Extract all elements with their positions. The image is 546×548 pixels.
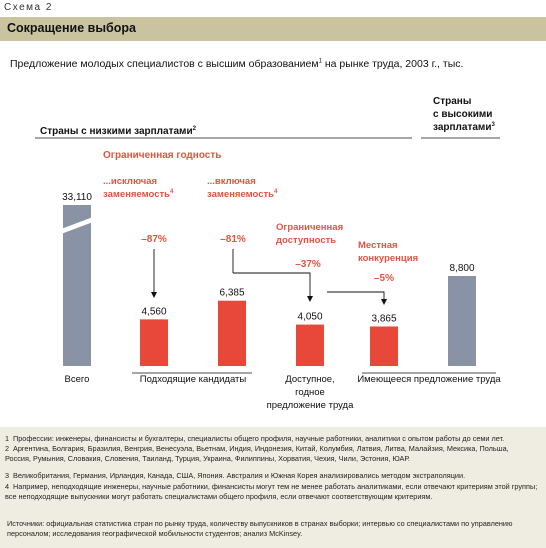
annotation-limited-suitability: Ограниченная годность	[103, 150, 222, 161]
pct-including: –81%	[220, 234, 246, 245]
footnote-text: Великобритания, Германия, Ирландия, Канада, США, Япония. Австралия и Южная Корея анализировались методом экстраполяции.	[13, 471, 466, 480]
bar-available	[296, 325, 324, 366]
bar-existing	[370, 326, 398, 366]
footnotes-panel	[0, 427, 546, 548]
footnote-mark: 4	[5, 482, 10, 491]
annotation-access-2: доступность	[276, 235, 337, 246]
footnote-mark: 1	[5, 434, 10, 443]
value-label-existing: 3,865	[371, 313, 397, 325]
value-label-high-wage: 8,800	[449, 263, 475, 274]
value-label-total: 33,110	[62, 192, 92, 203]
pct-local: –5%	[373, 273, 395, 284]
footnote-3	[5, 471, 540, 481]
arrow-local	[327, 292, 384, 299]
annotation-excluding-2: заменяемость$^4$	[103, 189, 174, 200]
footnote-4	[5, 482, 540, 501]
footnote-text: Например, неподходящие инженеры, научные работники, финансисты могут тем не менее работать аналитиками, если отвечают критериям этой группы; все неподходящие выпускники могут работать специалистами общего профиля, если отвечают соответствующим критериям.	[5, 482, 538, 501]
xlabel-suitable: Подходящие кандидаты	[139, 374, 247, 385]
chart	[0, 80, 546, 420]
xlabel-existing: Имеющееся предложение труда	[357, 374, 501, 385]
group-high-label-2: с высокими	[433, 109, 493, 120]
arrowhead-excluding	[151, 292, 157, 298]
connector-arrows	[154, 249, 384, 299]
group-high-label-3: зарплатами$^3$	[433, 122, 495, 133]
footnote-2	[5, 444, 540, 463]
annotation-excluding-1: ...исключая	[103, 176, 158, 187]
footnote-mark: 2	[5, 444, 10, 453]
arrow-access	[233, 273, 310, 296]
subtitle-footnote-mark: 1	[318, 58, 322, 65]
bar-suitable-excl	[140, 319, 168, 366]
arrowhead-access	[307, 296, 313, 302]
chart-title: Сокращение выбора	[7, 21, 136, 35]
footnote-mark: 3	[5, 471, 10, 480]
sources-text: Источники: официальная статистика стран по рынку труда, количеству выпускников в странах выборки; интервью со специалистами по управлению персоналом; исследования географической мобильности студентов; анализ McKinsey.	[7, 519, 513, 538]
annotation-including-1: ...включая	[207, 176, 256, 187]
xlabel-available-3: предложение труда	[266, 400, 354, 411]
xlabel-available-2: годное	[295, 387, 325, 398]
title-bar	[0, 17, 546, 41]
pct-access: –37%	[295, 259, 321, 270]
xlabel-available-1: Доступное,	[285, 374, 335, 385]
chart-subtitle	[10, 58, 463, 70]
footnote-text: Аргентина, Болгария, Бразилия, Венгрия, Венесуэла, Вьетнам, Индия, Индонезия, Китай, Колумбия, Латвия, Литва, Малайзия, Мексика, Польша, Россия, Румыния, Словакия, Словения, Таиланд, Турция, Украина, Филиппины, Хорватия, Чехия, Чили, Эстония, ЮАР.	[5, 444, 509, 463]
annotation-including-2: заменяемость$^4$	[207, 189, 278, 200]
subtitle-tail: на рынке труда, 2003 г., тыс.	[321, 58, 464, 70]
figure-label: Схема 2	[4, 2, 53, 13]
group-low-label: Страны с низкими зарплатами$^2$	[40, 126, 196, 137]
pct-excluding: –87%	[141, 234, 167, 245]
annotation-local-1: Местная	[358, 240, 398, 251]
subtitle-main: Предложение молодых специалистов с высшим образованием	[10, 58, 319, 70]
annotation-local-2: конкуренция	[358, 253, 419, 264]
value-label-suitable-excl: 4,560	[141, 306, 167, 318]
footnote-1	[5, 434, 540, 444]
footnote-text: Профессии: инженеры, финансисты и бухгалтеры, специалисты общего профиля, научные работники, аналитики с опытом работы до семи лет.	[13, 434, 505, 443]
xlabel-total: Всего	[64, 374, 90, 385]
arrowhead-local	[381, 299, 387, 305]
bar-suitable-incl	[218, 301, 246, 366]
group-high-label-1: Страны	[433, 96, 472, 107]
arrow-heads	[151, 292, 387, 305]
bar-high-wage	[448, 276, 476, 366]
annotation-access-1: Ограниченная	[276, 222, 344, 233]
value-label-suitable-incl: 6,385	[219, 287, 245, 299]
value-label-available: 4,050	[297, 311, 323, 323]
